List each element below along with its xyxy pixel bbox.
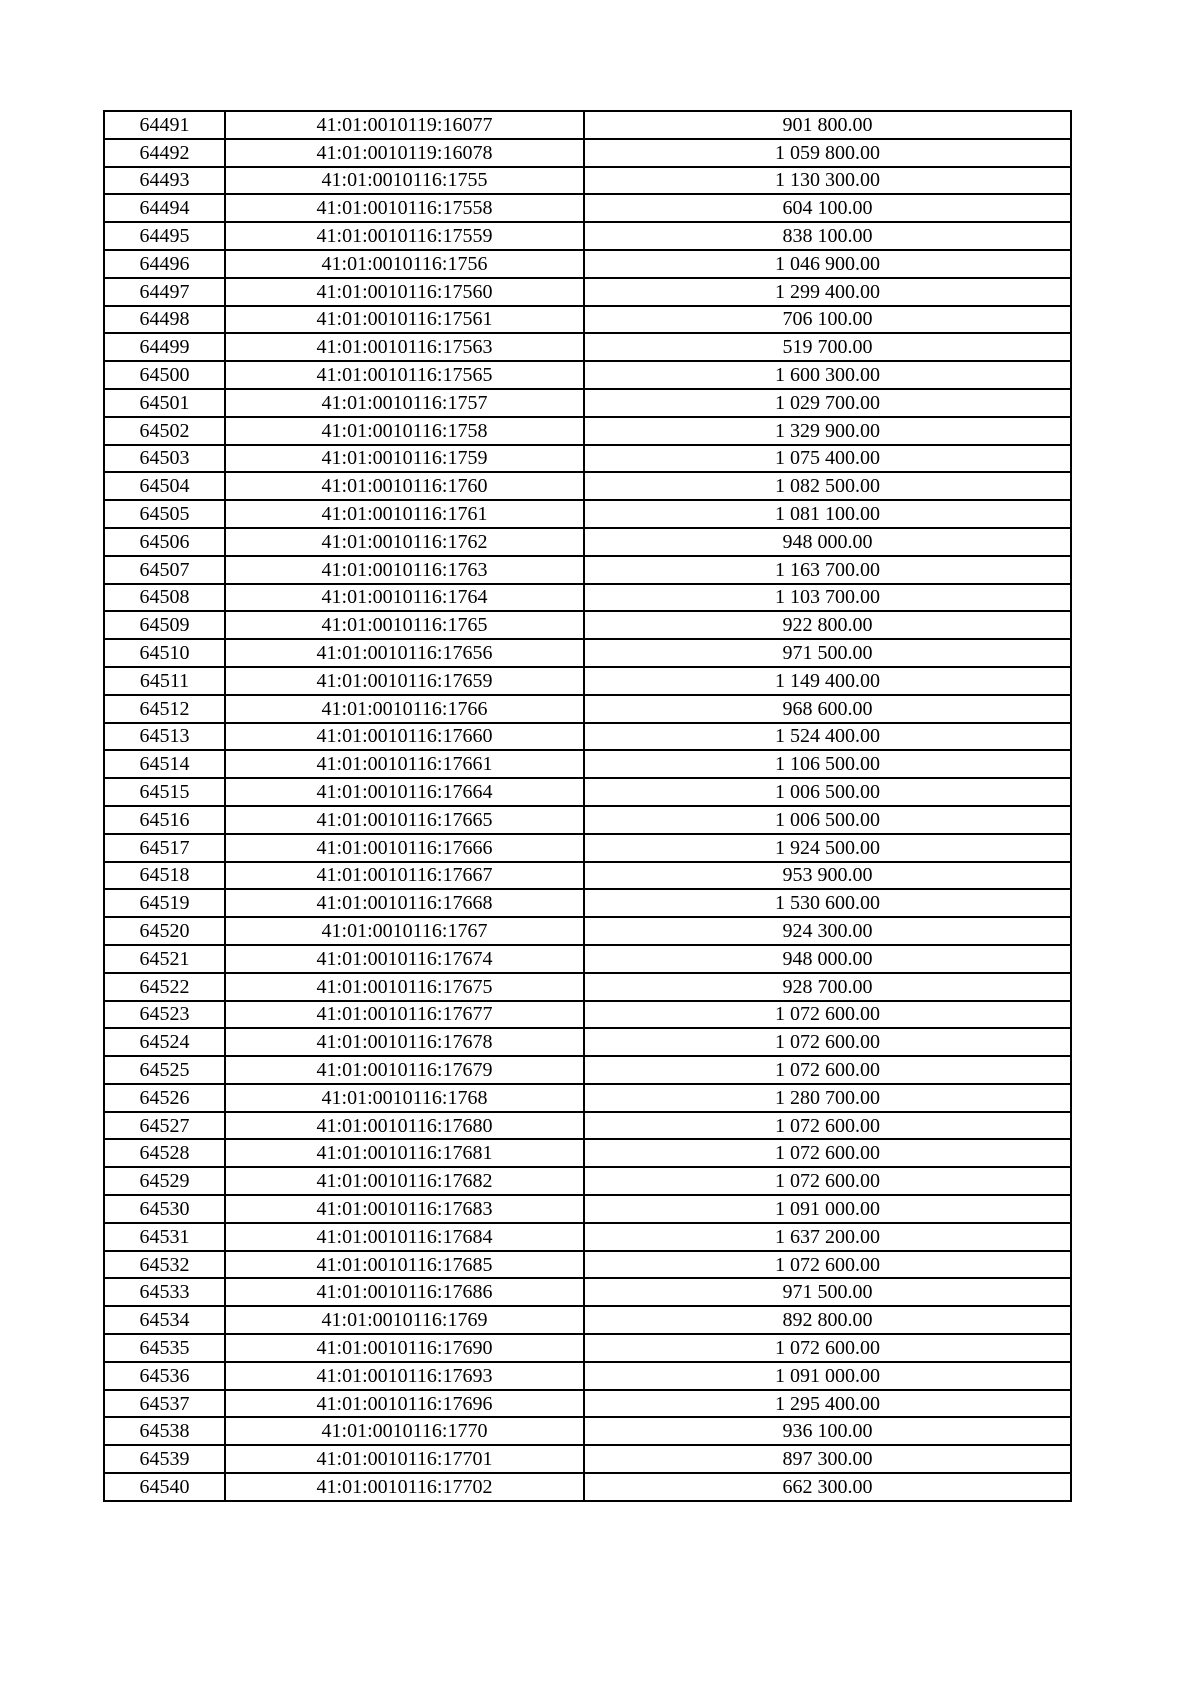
table-row bbox=[104, 528, 1071, 556]
cadastral-number-cell: 41:01:0010116:1758 bbox=[225, 417, 584, 445]
table-row bbox=[104, 778, 1071, 806]
cadastral-number-cell: 41:01:0010116:17685 bbox=[225, 1251, 584, 1279]
row-number-cell: 64503 bbox=[104, 445, 225, 473]
row-number-cell: 64494 bbox=[104, 194, 225, 222]
table-row bbox=[104, 917, 1071, 945]
table-row bbox=[104, 1473, 1071, 1501]
cadastral-value-cell: 1 091 000.00 bbox=[584, 1362, 1071, 1390]
cadastral-number-cell: 41:01:0010116:1760 bbox=[225, 472, 584, 500]
cadastral-value-cell: 1 103 700.00 bbox=[584, 584, 1071, 612]
cadastral-value-cell: 936 100.00 bbox=[584, 1417, 1071, 1445]
cadastral-number-cell: 41:01:0010116:17696 bbox=[225, 1390, 584, 1418]
cadastral-number-cell: 41:01:0010116:17661 bbox=[225, 750, 584, 778]
row-number-cell: 64513 bbox=[104, 723, 225, 751]
row-number-cell: 64539 bbox=[104, 1445, 225, 1473]
cadastral-number-cell: 41:01:0010116:1763 bbox=[225, 556, 584, 584]
cadastral-value-cell: 928 700.00 bbox=[584, 973, 1071, 1001]
cadastral-number-cell: 41:01:0010119:16077 bbox=[225, 111, 584, 139]
cadastral-value-cell: 953 900.00 bbox=[584, 862, 1071, 890]
cadastral-value-cell: 1 637 200.00 bbox=[584, 1223, 1071, 1251]
cadastral-value-cell: 892 800.00 bbox=[584, 1306, 1071, 1334]
row-number-cell: 64511 bbox=[104, 667, 225, 695]
row-number-cell: 64516 bbox=[104, 806, 225, 834]
table-row bbox=[104, 556, 1071, 584]
cadastral-number-cell: 41:01:0010116:1757 bbox=[225, 389, 584, 417]
cadastral-value-cell: 1 106 500.00 bbox=[584, 750, 1071, 778]
row-number-cell: 64532 bbox=[104, 1251, 225, 1279]
table-row bbox=[104, 695, 1071, 723]
table-row bbox=[104, 611, 1071, 639]
table-row bbox=[104, 1084, 1071, 1112]
row-number-cell: 64528 bbox=[104, 1139, 225, 1167]
table-row bbox=[104, 639, 1071, 667]
cadastral-number-cell: 41:01:0010119:16078 bbox=[225, 139, 584, 167]
cadastral-number-cell: 41:01:0010116:17690 bbox=[225, 1334, 584, 1362]
cadastral-number-cell: 41:01:0010116:17660 bbox=[225, 723, 584, 751]
table-row bbox=[104, 111, 1071, 139]
table-row bbox=[104, 1390, 1071, 1418]
table-row bbox=[104, 584, 1071, 612]
table-row bbox=[104, 1278, 1071, 1306]
cadastral-value-cell: 838 100.00 bbox=[584, 222, 1071, 250]
table-row bbox=[104, 417, 1071, 445]
cadastral-value-cell: 706 100.00 bbox=[584, 306, 1071, 334]
row-number-cell: 64514 bbox=[104, 750, 225, 778]
cadastral-number-cell: 41:01:0010116:17561 bbox=[225, 306, 584, 334]
cadastral-number-cell: 41:01:0010116:17558 bbox=[225, 194, 584, 222]
cadastral-value-cell: 1 075 400.00 bbox=[584, 445, 1071, 473]
row-number-cell: 64536 bbox=[104, 1362, 225, 1390]
cadastral-value-cell: 519 700.00 bbox=[584, 333, 1071, 361]
row-number-cell: 64535 bbox=[104, 1334, 225, 1362]
cadastral-number-cell: 41:01:0010116:1770 bbox=[225, 1417, 584, 1445]
cadastral-number-cell: 41:01:0010116:17683 bbox=[225, 1195, 584, 1223]
cadastral-value-cell: 1 029 700.00 bbox=[584, 389, 1071, 417]
cadastral-value-cell: 1 130 300.00 bbox=[584, 167, 1071, 195]
cadastral-number-cell: 41:01:0010116:1769 bbox=[225, 1306, 584, 1334]
table-row bbox=[104, 1306, 1071, 1334]
cadastral-value-cell: 948 000.00 bbox=[584, 528, 1071, 556]
table-row bbox=[104, 1362, 1071, 1390]
cadastral-value-cell: 1 006 500.00 bbox=[584, 806, 1071, 834]
cadastral-value-cell: 1 072 600.00 bbox=[584, 1251, 1071, 1279]
table-row bbox=[104, 862, 1071, 890]
cadastral-value-cell: 1 072 600.00 bbox=[584, 1056, 1071, 1084]
row-number-cell: 64531 bbox=[104, 1223, 225, 1251]
cadastral-number-cell: 41:01:0010116:17701 bbox=[225, 1445, 584, 1473]
cadastral-value-cell: 1 082 500.00 bbox=[584, 472, 1071, 500]
table-row bbox=[104, 1223, 1071, 1251]
cadastral-number-cell: 41:01:0010116:17659 bbox=[225, 667, 584, 695]
cadastral-value-cell: 1 072 600.00 bbox=[584, 1112, 1071, 1140]
cadastral-number-cell: 41:01:0010116:17656 bbox=[225, 639, 584, 667]
table-row bbox=[104, 1001, 1071, 1029]
row-number-cell: 64519 bbox=[104, 889, 225, 917]
table-row bbox=[104, 1139, 1071, 1167]
row-number-cell: 64491 bbox=[104, 111, 225, 139]
table-row bbox=[104, 1251, 1071, 1279]
row-number-cell: 64496 bbox=[104, 250, 225, 278]
row-number-cell: 64530 bbox=[104, 1195, 225, 1223]
cadastral-value-cell: 922 800.00 bbox=[584, 611, 1071, 639]
cadastral-value-cell: 1 072 600.00 bbox=[584, 1167, 1071, 1195]
row-number-cell: 64504 bbox=[104, 472, 225, 500]
cadastral-number-cell: 41:01:0010116:17693 bbox=[225, 1362, 584, 1390]
row-number-cell: 64505 bbox=[104, 500, 225, 528]
row-number-cell: 64508 bbox=[104, 584, 225, 612]
row-number-cell: 64502 bbox=[104, 417, 225, 445]
table-row bbox=[104, 361, 1071, 389]
cadastral-number-cell: 41:01:0010116:17560 bbox=[225, 278, 584, 306]
row-number-cell: 64527 bbox=[104, 1112, 225, 1140]
cadastral-number-cell: 41:01:0010116:1768 bbox=[225, 1084, 584, 1112]
cadastral-number-cell: 41:01:0010116:17674 bbox=[225, 945, 584, 973]
row-number-cell: 64540 bbox=[104, 1473, 225, 1501]
cadastral-number-cell: 41:01:0010116:17684 bbox=[225, 1223, 584, 1251]
table-row bbox=[104, 445, 1071, 473]
cadastral-value-cell: 604 100.00 bbox=[584, 194, 1071, 222]
cadastral-number-cell: 41:01:0010116:1756 bbox=[225, 250, 584, 278]
table-row bbox=[104, 333, 1071, 361]
cadastral-value-cell: 1 299 400.00 bbox=[584, 278, 1071, 306]
cadastral-number-cell: 41:01:0010116:17686 bbox=[225, 1278, 584, 1306]
table-row bbox=[104, 806, 1071, 834]
table-row bbox=[104, 1195, 1071, 1223]
table-row bbox=[104, 889, 1071, 917]
cadastral-value-cell: 1 059 800.00 bbox=[584, 139, 1071, 167]
cadastral-value-cell: 1 006 500.00 bbox=[584, 778, 1071, 806]
cadastral-number-cell: 41:01:0010116:17675 bbox=[225, 973, 584, 1001]
table-row bbox=[104, 250, 1071, 278]
cadastral-number-cell: 41:01:0010116:17667 bbox=[225, 862, 584, 890]
table-row bbox=[104, 723, 1071, 751]
table-row bbox=[104, 667, 1071, 695]
cadastral-number-cell: 41:01:0010116:17679 bbox=[225, 1056, 584, 1084]
cadastral-value-cell: 1 924 500.00 bbox=[584, 834, 1071, 862]
row-number-cell: 64512 bbox=[104, 695, 225, 723]
cadastral-number-cell: 41:01:0010116:1765 bbox=[225, 611, 584, 639]
row-number-cell: 64498 bbox=[104, 306, 225, 334]
cadastral-number-cell: 41:01:0010116:17563 bbox=[225, 333, 584, 361]
cadastral-value-cell: 948 000.00 bbox=[584, 945, 1071, 973]
cadastral-number-cell: 41:01:0010116:17702 bbox=[225, 1473, 584, 1501]
row-number-cell: 64526 bbox=[104, 1084, 225, 1112]
cadastral-value-cell: 1 149 400.00 bbox=[584, 667, 1071, 695]
cadastral-number-cell: 41:01:0010116:17664 bbox=[225, 778, 584, 806]
cadastral-value-cell: 971 500.00 bbox=[584, 1278, 1071, 1306]
row-number-cell: 64493 bbox=[104, 167, 225, 195]
cadastral-value-cell: 968 600.00 bbox=[584, 695, 1071, 723]
cadastral-number-cell: 41:01:0010116:1755 bbox=[225, 167, 584, 195]
table-row bbox=[104, 1167, 1071, 1195]
cadastral-value-cell: 971 500.00 bbox=[584, 639, 1071, 667]
cadastral-number-cell: 41:01:0010116:17559 bbox=[225, 222, 584, 250]
row-number-cell: 64500 bbox=[104, 361, 225, 389]
cadastral-value-cell: 901 800.00 bbox=[584, 111, 1071, 139]
cadastral-value-cell: 1 530 600.00 bbox=[584, 889, 1071, 917]
table-row bbox=[104, 1112, 1071, 1140]
cadastral-number-cell: 41:01:0010116:1759 bbox=[225, 445, 584, 473]
row-number-cell: 64499 bbox=[104, 333, 225, 361]
cadastral-value-cell: 1 295 400.00 bbox=[584, 1390, 1071, 1418]
row-number-cell: 64495 bbox=[104, 222, 225, 250]
table-row bbox=[104, 167, 1071, 195]
cadastral-number-cell: 41:01:0010116:17666 bbox=[225, 834, 584, 862]
row-number-cell: 64507 bbox=[104, 556, 225, 584]
cadastral-value-cell: 1 163 700.00 bbox=[584, 556, 1071, 584]
row-number-cell: 64506 bbox=[104, 528, 225, 556]
cadastral-number-cell: 41:01:0010116:1764 bbox=[225, 584, 584, 612]
cadastral-value-cell: 1 072 600.00 bbox=[584, 1001, 1071, 1029]
cadastral-number-cell: 41:01:0010116:17565 bbox=[225, 361, 584, 389]
row-number-cell: 64497 bbox=[104, 278, 225, 306]
row-number-cell: 64529 bbox=[104, 1167, 225, 1195]
row-number-cell: 64537 bbox=[104, 1390, 225, 1418]
cadastral-number-cell: 41:01:0010116:1767 bbox=[225, 917, 584, 945]
cadastral-number-cell: 41:01:0010116:17677 bbox=[225, 1001, 584, 1029]
cadastral-value-cell: 1 091 000.00 bbox=[584, 1195, 1071, 1223]
cadastral-number-cell: 41:01:0010116:17682 bbox=[225, 1167, 584, 1195]
table-body bbox=[104, 111, 1071, 1501]
table-row bbox=[104, 834, 1071, 862]
table-row bbox=[104, 945, 1071, 973]
row-number-cell: 64501 bbox=[104, 389, 225, 417]
table-row bbox=[104, 1028, 1071, 1056]
cadastral-value-table bbox=[103, 110, 1072, 1502]
table-row bbox=[104, 500, 1071, 528]
table-row bbox=[104, 1334, 1071, 1362]
table-row bbox=[104, 306, 1071, 334]
table-row bbox=[104, 973, 1071, 1001]
table-row bbox=[104, 194, 1071, 222]
cadastral-value-cell: 1 046 900.00 bbox=[584, 250, 1071, 278]
cadastral-number-cell: 41:01:0010116:17681 bbox=[225, 1139, 584, 1167]
row-number-cell: 64534 bbox=[104, 1306, 225, 1334]
cadastral-number-cell: 41:01:0010116:17665 bbox=[225, 806, 584, 834]
cadastral-value-cell: 1 072 600.00 bbox=[584, 1028, 1071, 1056]
table-row bbox=[104, 1417, 1071, 1445]
table-row bbox=[104, 1445, 1071, 1473]
row-number-cell: 64515 bbox=[104, 778, 225, 806]
cadastral-value-cell: 924 300.00 bbox=[584, 917, 1071, 945]
table-row bbox=[104, 1056, 1071, 1084]
cadastral-number-cell: 41:01:0010116:17668 bbox=[225, 889, 584, 917]
cadastral-value-cell: 662 300.00 bbox=[584, 1473, 1071, 1501]
row-number-cell: 64533 bbox=[104, 1278, 225, 1306]
cadastral-value-cell: 1 081 100.00 bbox=[584, 500, 1071, 528]
row-number-cell: 64523 bbox=[104, 1001, 225, 1029]
cadastral-value-cell: 1 524 400.00 bbox=[584, 723, 1071, 751]
table-row bbox=[104, 222, 1071, 250]
row-number-cell: 64510 bbox=[104, 639, 225, 667]
cadastral-number-cell: 41:01:0010116:1766 bbox=[225, 695, 584, 723]
row-number-cell: 64517 bbox=[104, 834, 225, 862]
table-row bbox=[104, 389, 1071, 417]
cadastral-value-cell: 1 600 300.00 bbox=[584, 361, 1071, 389]
row-number-cell: 64518 bbox=[104, 862, 225, 890]
row-number-cell: 64509 bbox=[104, 611, 225, 639]
row-number-cell: 64524 bbox=[104, 1028, 225, 1056]
table-row bbox=[104, 139, 1071, 167]
cadastral-number-cell: 41:01:0010116:1762 bbox=[225, 528, 584, 556]
row-number-cell: 64525 bbox=[104, 1056, 225, 1084]
table-row bbox=[104, 472, 1071, 500]
cadastral-value-cell: 1 072 600.00 bbox=[584, 1334, 1071, 1362]
cadastral-number-cell: 41:01:0010116:17678 bbox=[225, 1028, 584, 1056]
table-row bbox=[104, 750, 1071, 778]
table-row bbox=[104, 278, 1071, 306]
cadastral-value-cell: 1 329 900.00 bbox=[584, 417, 1071, 445]
cadastral-value-cell: 1 280 700.00 bbox=[584, 1084, 1071, 1112]
row-number-cell: 64521 bbox=[104, 945, 225, 973]
cadastral-number-cell: 41:01:0010116:1761 bbox=[225, 500, 584, 528]
cadastral-number-cell: 41:01:0010116:17680 bbox=[225, 1112, 584, 1140]
row-number-cell: 64520 bbox=[104, 917, 225, 945]
row-number-cell: 64492 bbox=[104, 139, 225, 167]
row-number-cell: 64538 bbox=[104, 1417, 225, 1445]
cadastral-value-cell: 897 300.00 bbox=[584, 1445, 1071, 1473]
cadastral-value-cell: 1 072 600.00 bbox=[584, 1139, 1071, 1167]
row-number-cell: 64522 bbox=[104, 973, 225, 1001]
